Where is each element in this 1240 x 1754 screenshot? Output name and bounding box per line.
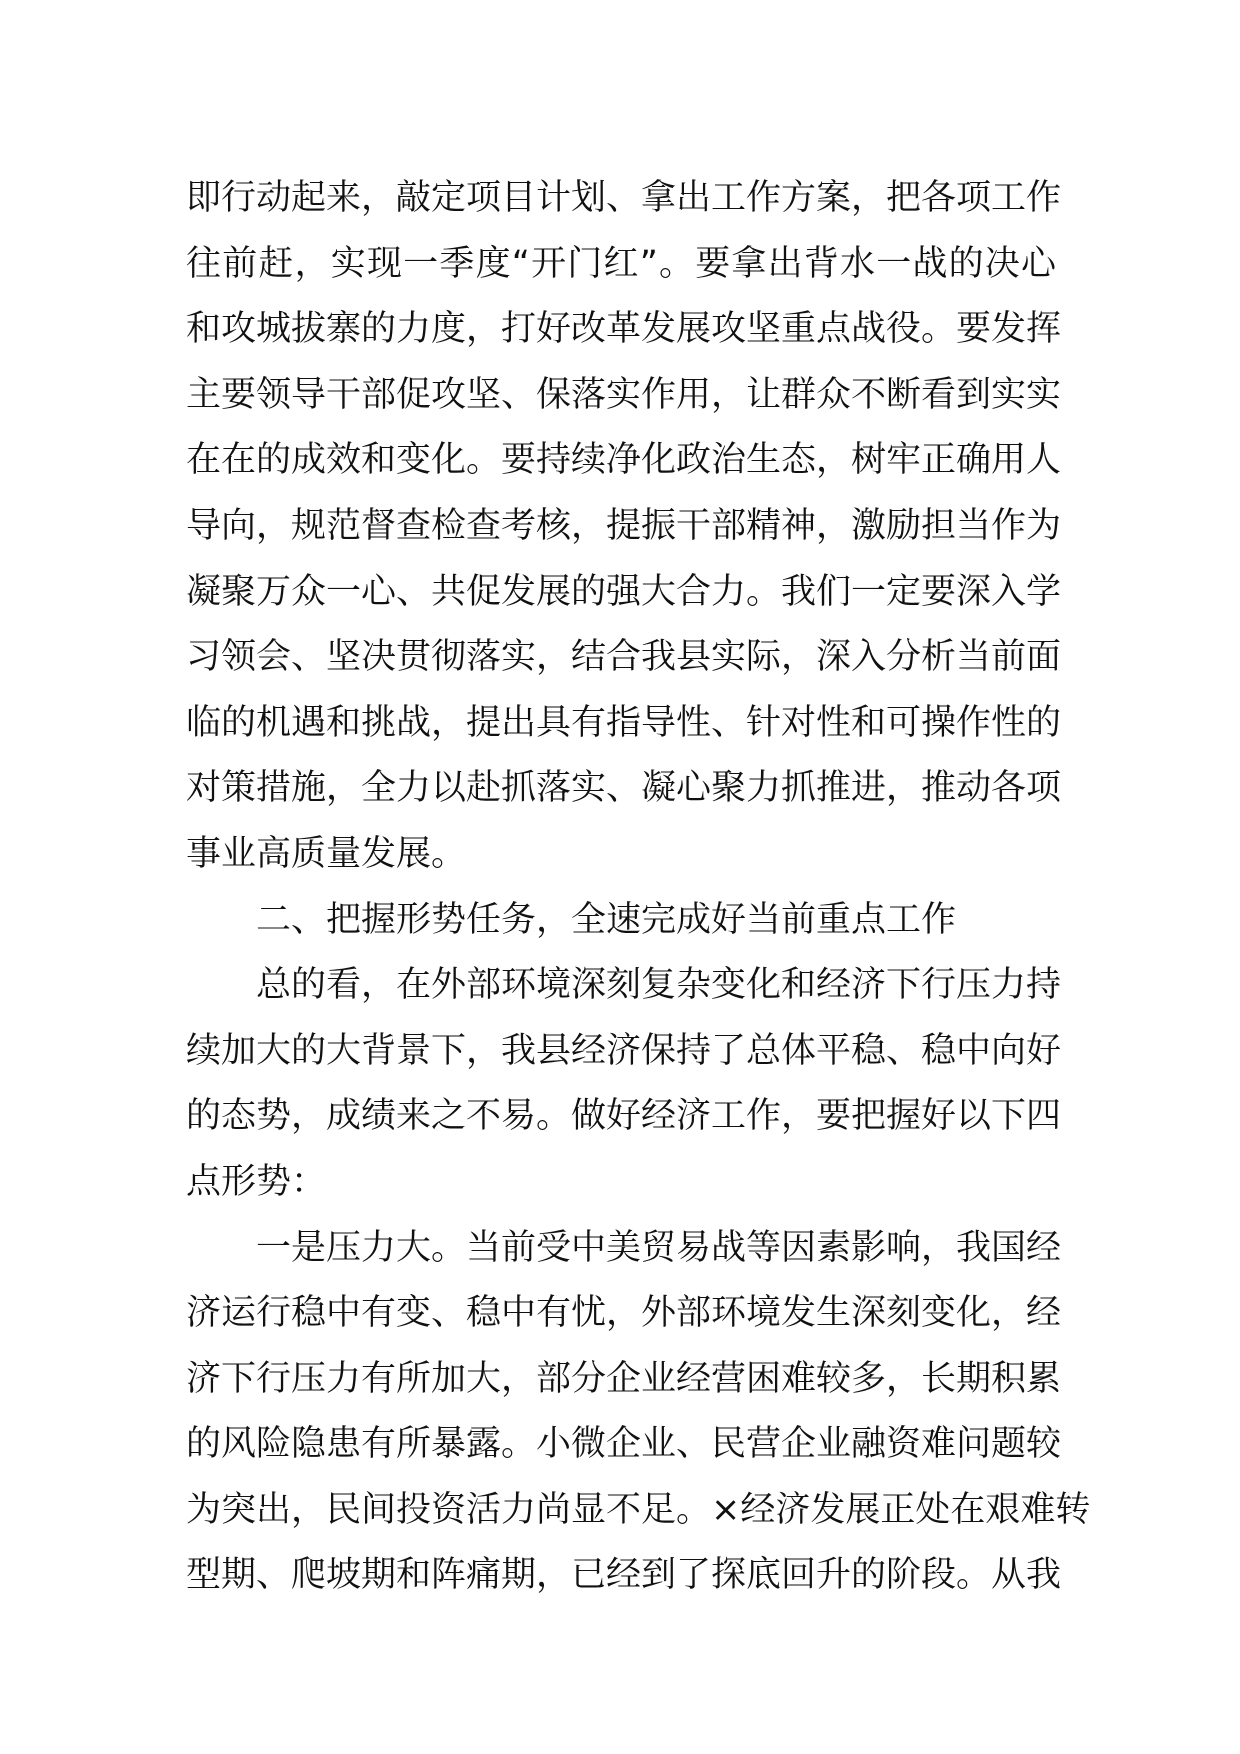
- section-heading: 二、把握形势任务，全速完成好当前重点工作: [256, 899, 957, 940]
- paragraph-2: [186, 953, 1062, 1215]
- text-line: 往前赶，实现一季度“开门红”。要拿出背水一战的决心: [186, 243, 1056, 284]
- text-line: 凝聚万众一心、共促发展的强大合力。我们一定要深入学: [186, 571, 1062, 612]
- text-line: 续加大的大背景下，我县经济保持了总体平稳、稳中向好: [186, 1030, 1062, 1071]
- text-line: 型期、爬坡期和阵痛期，已经到了探底回升的阶段。从我: [186, 1555, 1062, 1596]
- text-line: 一是压力大。当前受中美贸易战等因素影响，我国经: [256, 1227, 1062, 1268]
- text-line: 即行动起来，敲定项目计划、拿出工作方案，把各项工作: [186, 178, 1062, 218]
- text-line: 对策措施，全力以赴抓落实、凝心聚力抓推进，推动各项: [186, 768, 1062, 809]
- text-line: 事业高质量发展。: [186, 833, 467, 874]
- text-line: 习领会、坚决贯彻落实，结合我县实际，深入分析当前面: [186, 637, 1062, 678]
- text-line: 导向，规范督查检查考核，提振干部精神，激励担当作为: [186, 505, 1062, 546]
- paragraph-3: [186, 1216, 1091, 1610]
- text-line: 临的机遇和挑战，提出具有指导性、针对性和可操作性的: [186, 702, 1062, 743]
- document-body: [186, 166, 1091, 1609]
- text-line: 的态势，成绩来之不易。做好经济工作，要把握好以下四: [186, 1096, 1062, 1137]
- paragraph-1: [186, 166, 1062, 888]
- text-line: 总的看，在外部环境深刻复杂变化和经济下行压力持: [256, 965, 1062, 1006]
- text-line: 主要领导干部促攻坚、保落实作用，让群众不断看到实实: [186, 374, 1062, 415]
- text-line: 的风险隐患有所暴露。小微企业、民营企业融资难问题较: [186, 1424, 1062, 1465]
- text-line: 济下行压力有所加大，部分企业经营困难较多，长期积累: [186, 1358, 1062, 1399]
- text-line: 点形势：: [186, 1161, 327, 1202]
- text-line: 济运行稳中有变、稳中有忧，外部环境发生深刻变化，经: [186, 1293, 1062, 1334]
- text-line: 在在的成效和变化。要持续净化政治生态，树牢正确用人: [186, 440, 1062, 481]
- text-line: 为突出，民间投资活力尚显不足。×经济发展正处在艰难转: [186, 1489, 1091, 1530]
- text-line: 和攻城拔寨的力度，打好改革发展攻坚重点战役。要发挥: [186, 309, 1062, 350]
